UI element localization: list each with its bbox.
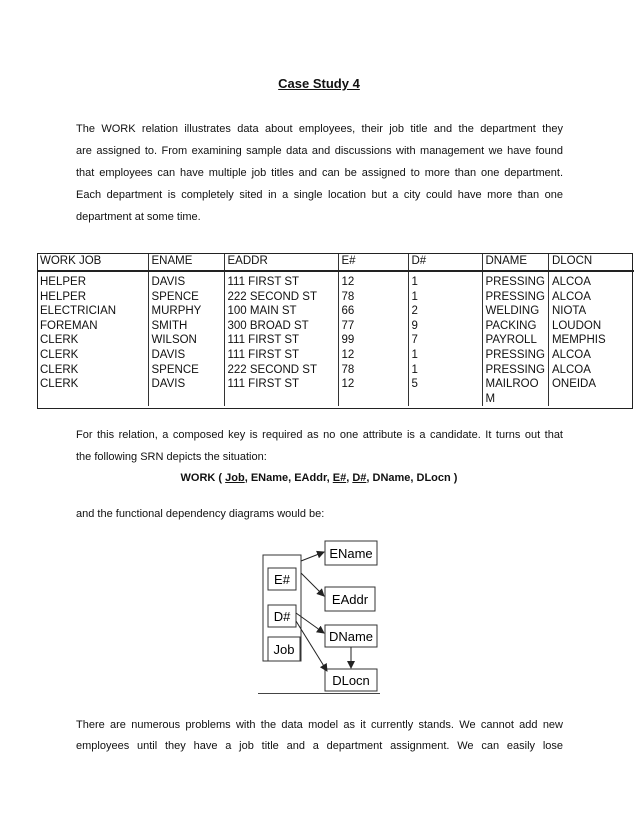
svg-text:E#: E#	[274, 572, 290, 587]
table-cell: 12	[338, 348, 408, 363]
box-ename	[325, 541, 377, 565]
table-cell: SPENCE	[148, 363, 224, 378]
table-cell: 111 FIRST ST	[224, 275, 338, 290]
arrow-to-eaddr	[301, 573, 324, 596]
key-paragraph	[76, 424, 563, 468]
table-cell: 66	[338, 304, 408, 319]
table-cell: PACKING	[482, 319, 548, 334]
table-row	[37, 290, 634, 305]
table-row	[37, 275, 634, 290]
table-cell: ALCOA	[548, 363, 634, 378]
intro-line: are assigned to. From examining sample data and discussions with management we have found	[76, 145, 563, 157]
intro-line: that employees can have multiple job titles and can be assigned to more than one department.	[76, 167, 563, 179]
table-cell: 77	[338, 319, 408, 334]
intro-line: Each department is completely sited in a single location but a city could have more than one	[76, 189, 563, 201]
column-header: ENAME	[148, 253, 224, 271]
intro-line: department at some time.	[76, 211, 201, 223]
work-relation-table	[37, 253, 634, 406]
svg-text:DName: DName	[328, 629, 374, 644]
srn-key-dnumber: D#	[352, 472, 367, 484]
table-cell: 1	[408, 290, 482, 305]
srn-definition	[0, 472, 638, 484]
intro-line: The WORK relation illustrates data about employees, their job title and the department they	[76, 123, 563, 135]
diagram-underline	[258, 693, 380, 694]
table-cell: NIOTA	[548, 304, 634, 319]
table-cell: 111 FIRST ST	[224, 377, 338, 406]
table-cell: 99	[338, 333, 408, 348]
box-d-number	[268, 605, 296, 627]
table-cell: 1	[408, 348, 482, 363]
table-row	[37, 377, 634, 406]
table-cell: WELDING	[482, 304, 548, 319]
fdd-intro-text: and the functional dependency diagrams would be:	[76, 508, 325, 520]
table-cell: SPENCE	[148, 290, 224, 305]
table-cell: PAYROLL	[482, 333, 548, 348]
column-header: EADDR	[224, 253, 338, 271]
box-eaddr	[325, 587, 375, 611]
table-cell: CLERK	[40, 363, 79, 376]
table-cell: 222 SECOND ST	[224, 290, 338, 305]
box-job	[268, 637, 300, 661]
table-cell: CLERK	[40, 334, 79, 347]
table-header-row	[37, 253, 634, 271]
table-cell: ALCOA	[548, 275, 634, 290]
closing-paragraph	[76, 715, 563, 757]
table-cell: 12	[338, 275, 408, 290]
arrow-to-ename	[301, 552, 324, 561]
column-header: WORK JOB	[37, 253, 148, 271]
table-cell: 7	[408, 333, 482, 348]
table-cell: PRESSING	[482, 275, 548, 290]
srn-separator: , EName, EAddr,	[244, 472, 333, 484]
table-cell: ONEIDA	[548, 377, 634, 406]
table-cell: MAILROO M	[482, 377, 548, 406]
table-cell: 300 BROAD ST	[224, 319, 338, 334]
table-cell: 78	[338, 290, 408, 305]
table-cell: 1	[408, 275, 482, 290]
table-cell: CLERK	[40, 348, 79, 361]
table-cell: 5	[408, 377, 482, 406]
svg-text:Job: Job	[273, 642, 295, 657]
table-cell: LOUDON	[548, 319, 634, 334]
table-cell: DAVIS	[148, 377, 224, 406]
column-header: E#	[338, 253, 408, 271]
table-row	[37, 363, 634, 378]
table-cell: HELPER	[40, 276, 87, 288]
srn-suffix: , DName, DLocn )	[366, 472, 458, 484]
srn-key-job: Job	[225, 472, 245, 484]
table-cell: CLERK	[40, 378, 79, 391]
functional-dependency-diagram	[255, 537, 390, 695]
table-cell: 100 MAIN ST	[224, 304, 338, 319]
box-e-number	[268, 568, 296, 590]
table-cell: 111 FIRST ST	[224, 333, 338, 348]
table-cell: FOREMAN	[40, 319, 98, 332]
table-cell: MEMPHIS	[548, 333, 634, 348]
srn-key-enumber: E#	[332, 472, 347, 484]
paragraph-line: For this relation, a composed key is required as no one attribute is a candidate. It turns out that	[76, 429, 563, 441]
column-header: DLOCN	[548, 253, 634, 271]
page-title: Case Study 4	[278, 76, 360, 91]
table-row	[37, 333, 634, 348]
table-row	[37, 304, 634, 319]
svg-text:EName: EName	[329, 546, 373, 561]
table-cell: MURPHY	[148, 304, 224, 319]
column-header: D#	[408, 253, 482, 271]
table-cell: 222 SECOND ST	[224, 363, 338, 378]
srn-prefix: WORK (	[180, 472, 226, 484]
table-cell: 2	[408, 304, 482, 319]
svg-text:DLocn: DLocn	[332, 673, 370, 688]
table-cell: ALCOA	[548, 348, 634, 363]
arrow-to-dname	[296, 613, 324, 633]
svg-text:EAddr: EAddr	[331, 592, 369, 607]
table-cell: WILSON	[148, 333, 224, 348]
table-cell: PRESSING	[482, 363, 548, 378]
column-header: DNAME	[482, 253, 548, 271]
table-cell: PRESSING	[482, 348, 548, 363]
table-cell: HELPER	[40, 290, 87, 303]
table-cell: 78	[338, 363, 408, 378]
srn-separator: ,	[346, 472, 353, 484]
table-cell: DAVIS	[148, 275, 224, 290]
table-cell: SMITH	[148, 319, 224, 334]
intro-paragraph	[76, 118, 563, 228]
table-cell: ELECTRICIAN	[40, 305, 117, 318]
table-cell: 12	[338, 377, 408, 406]
paragraph-line: the following SRN depicts the situation:	[76, 451, 267, 463]
table-cell: 9	[408, 319, 482, 334]
table-cell: 111 FIRST ST	[224, 348, 338, 363]
table-cell: ALCOA	[548, 290, 634, 305]
paragraph-line: employees until they have a job title and a department assignment. We can easily lose	[76, 740, 563, 752]
fdd-intro	[76, 503, 563, 525]
table-row	[37, 348, 634, 363]
table-cell: PRESSING	[482, 290, 548, 305]
table-row	[37, 319, 634, 334]
svg-text:D#: D#	[273, 609, 291, 624]
table-cell: DAVIS	[148, 348, 224, 363]
box-dlocn	[325, 669, 377, 691]
table-cell: 1	[408, 363, 482, 378]
box-dname	[325, 625, 377, 647]
paragraph-line: There are numerous problems with the data model as it currently stands. We cannot add new	[76, 719, 563, 731]
